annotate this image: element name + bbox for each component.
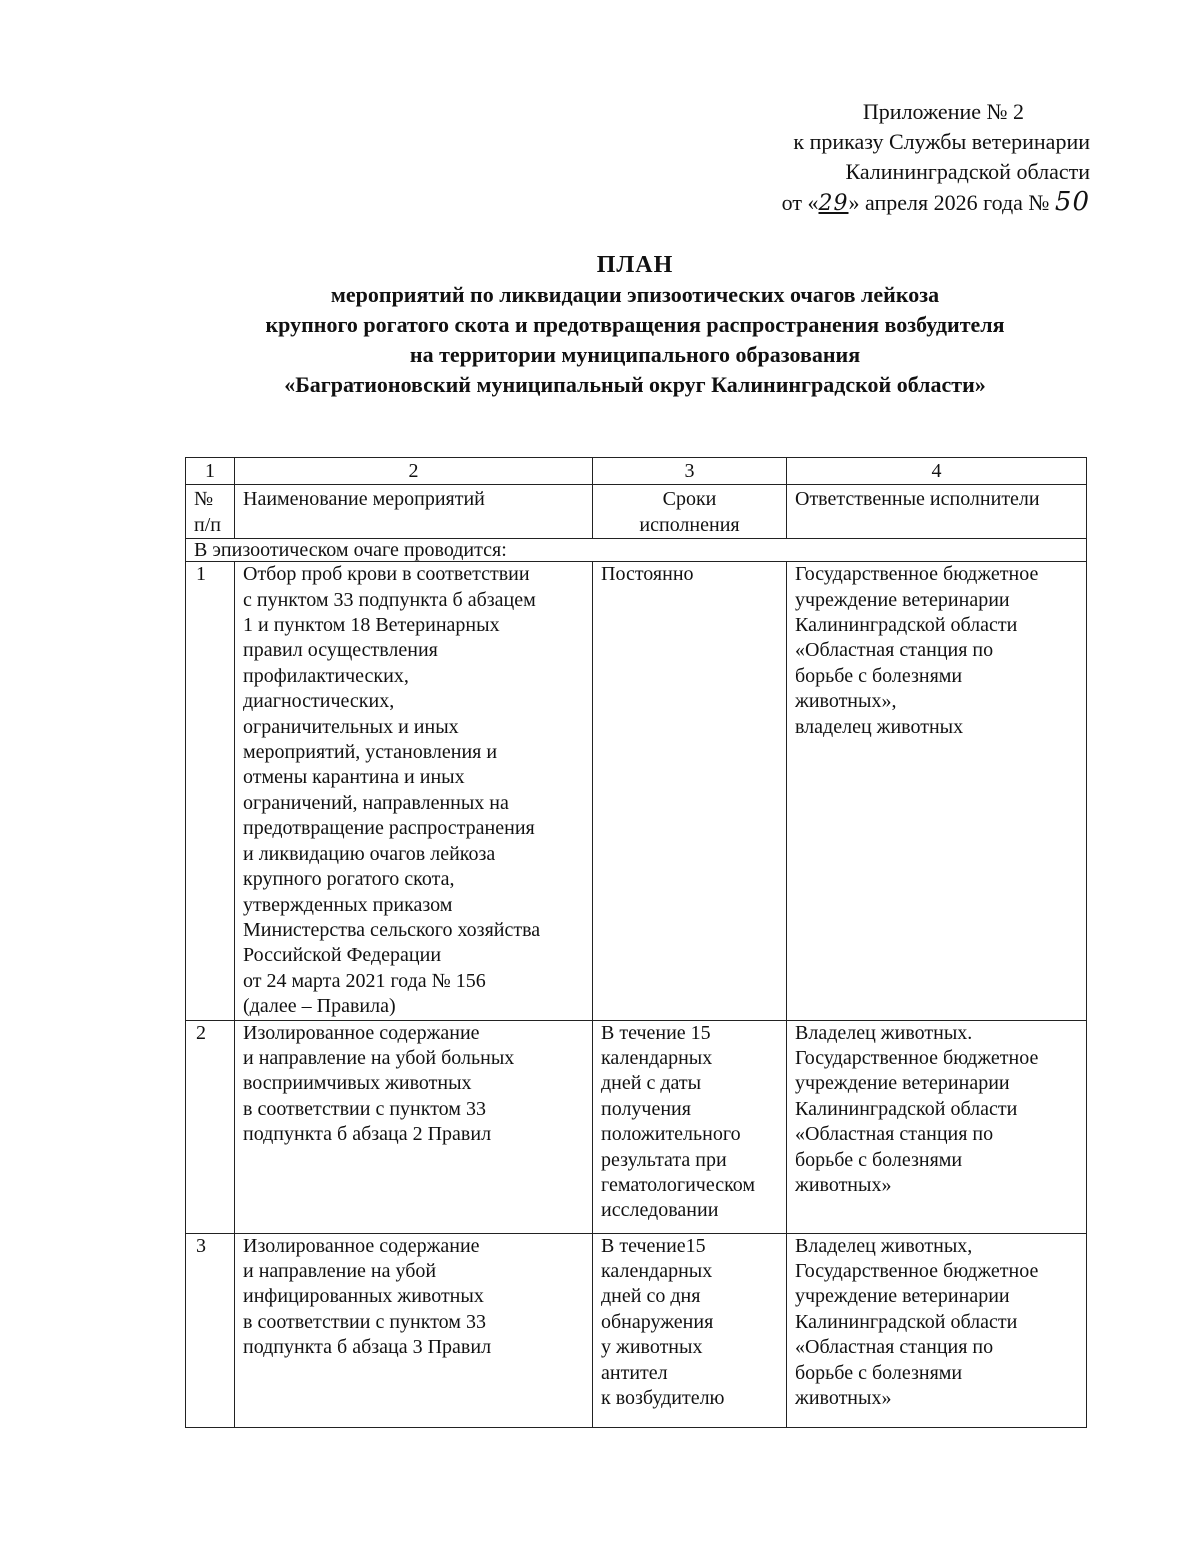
handwritten-order-number: 50 (1054, 187, 1090, 217)
row-number: 3 (186, 1233, 235, 1427)
table-header-row (186, 485, 1087, 539)
header-activity (235, 485, 593, 539)
cell-line: «Областная станция по (795, 1336, 994, 1359)
cell-line: Наименование мероприятий (243, 488, 485, 511)
cell-line: антител (601, 1361, 668, 1384)
cell-line: профилактических, (243, 664, 409, 687)
cell-line: Отбор проб крови в соответствии (243, 563, 530, 586)
document-title-block (80, 250, 1190, 400)
row-responsible (787, 1233, 1087, 1427)
cell-line: Изолированное содержание (243, 1234, 480, 1257)
cell-line: у животных (601, 1336, 703, 1359)
cell-line: владелец животных (795, 715, 964, 738)
cell-line: отмены карантина и иных (243, 766, 465, 789)
cell-line: (далее – Правила) (243, 995, 396, 1018)
row-responsible (787, 562, 1087, 1020)
header-deadline (593, 485, 787, 539)
row-deadline (593, 1233, 787, 1427)
cell-line: Ответственные исполнители (795, 488, 1040, 511)
document-subtitle (80, 280, 1190, 400)
cell-line: борьбе с болезнями (795, 664, 963, 687)
row-deadline (593, 562, 787, 1020)
section-title: В эпизоотическом очаге проводится: (186, 539, 1087, 562)
cell-line: обнаружения (601, 1310, 714, 1333)
cell-line: в соответствии с пунктом 33 (243, 1310, 486, 1333)
cell-line: подпункта б абзаца 3 Правил (243, 1336, 492, 1359)
row-activity (235, 562, 593, 1020)
cell-line: правил осуществления (243, 639, 438, 662)
column-number: 2 (235, 458, 593, 485)
cell-line: Государственное бюджетное (795, 1046, 1039, 1069)
cell-line: диагностических, (243, 690, 395, 713)
row-activity (235, 1020, 593, 1233)
cell-line: животных» (795, 1173, 892, 1196)
cell-line: крупного рогатого скота, (243, 868, 455, 891)
cell-line: исполнения (639, 513, 740, 536)
subtitle-line: «Багратионовский муниципальный округ Калининградской области» (284, 372, 986, 397)
cell-line: борьбе с болезнями (795, 1361, 963, 1384)
cell-line: Калининградской области (795, 614, 1018, 637)
appendix-date-line (660, 187, 1090, 219)
cell-line: «Областная станция по (795, 1123, 994, 1146)
column-number: 1 (186, 458, 235, 485)
subtitle-line: на территории муниципального образования (409, 342, 861, 367)
cell-line: мероприятий, установления и (243, 741, 498, 764)
column-number: 3 (593, 458, 787, 485)
cell-line: от 24 марта 2021 года № 156 (243, 969, 486, 992)
cell-line: Сроки (662, 488, 717, 511)
cell-line: календарных (601, 1259, 713, 1282)
cell-line: Государственное бюджетное (795, 1259, 1039, 1282)
cell-line: подпункта б абзаца 2 Правил (243, 1123, 492, 1146)
cell-line: восприимчивых животных (243, 1072, 472, 1095)
cell-line: Министерства сельского хозяйства (243, 918, 541, 941)
cell-line: Российской Федерации (243, 944, 442, 967)
appendix-header (660, 97, 1090, 219)
appendix-title: Приложение № 2 (862, 99, 1024, 124)
table-row (186, 1233, 1087, 1427)
cell-line: с пунктом 33 подпункта б абзацем (243, 588, 536, 611)
cell-line: к возбудителю (601, 1386, 725, 1409)
cell-line: положительного (601, 1123, 741, 1146)
cell-line: результата при (601, 1148, 727, 1171)
cell-line: В течение 15 (601, 1021, 711, 1044)
cell-line: дней с даты (601, 1072, 702, 1095)
cell-line: ограничений, направленных на (243, 791, 509, 814)
cell-line: календарных (601, 1046, 713, 1069)
cell-line: в соответствии с пунктом 33 (243, 1097, 486, 1120)
header-responsible (787, 485, 1087, 539)
cell-line: Государственное бюджетное (795, 563, 1039, 586)
cell-line: Изолированное содержание (243, 1021, 480, 1044)
cell-line: животных», (795, 690, 897, 713)
cell-line: борьбе с болезнями (795, 1148, 963, 1171)
date-middle: » апреля 2026 года № (848, 190, 1050, 215)
cell-line: «Областная станция по (795, 639, 994, 662)
cell-line: и направление на убой больных (243, 1046, 515, 1069)
cell-line: и ликвидацию очагов лейкоза (243, 842, 496, 865)
table-row (186, 1020, 1087, 1233)
cell-line: ограничительных и иных (243, 715, 459, 738)
cell-line: утвержденных приказом (243, 893, 453, 916)
cell-line: гематологическом (601, 1173, 756, 1196)
cell-line: учреждение ветеринарии (795, 1285, 1010, 1308)
row-deadline (593, 1020, 787, 1233)
cell-line: Владелец животных. (795, 1021, 973, 1044)
table-row (186, 562, 1087, 1020)
cell-line: Калининградской области (795, 1097, 1018, 1120)
row-number: 2 (186, 1020, 235, 1233)
cell-line: предотвращение распространения (243, 817, 535, 840)
cell-line: 1 и пунктом 18 Ветеринарных (243, 614, 500, 637)
section-row (186, 539, 1087, 562)
column-number: 4 (787, 458, 1087, 485)
cell-line: получения (601, 1097, 691, 1120)
cell-line: Владелец животных, (795, 1234, 973, 1257)
cell-line: инфицированных животных (243, 1285, 484, 1308)
cell-line: учреждение ветеринарии (795, 588, 1010, 611)
cell-line: исследовании (601, 1199, 719, 1222)
cell-line: В течение15 (601, 1234, 706, 1257)
cell-line: дней со дня (601, 1285, 701, 1308)
row-activity (235, 1233, 593, 1427)
cell-line: п/п (194, 513, 221, 536)
appendix-order-ref: к приказу Службы ветеринарии (793, 129, 1090, 154)
appendix-region: Калининградской области (845, 159, 1090, 184)
cell-line: учреждение ветеринарии (795, 1072, 1010, 1095)
row-number: 1 (186, 562, 235, 1020)
subtitle-line: мероприятий по ликвидации эпизоотических очагов лейкоза (330, 282, 940, 307)
row-responsible (787, 1020, 1087, 1233)
date-prefix: от « (781, 190, 819, 215)
cell-line: и направление на убой (243, 1259, 437, 1282)
cell-line: животных» (795, 1386, 892, 1409)
document-title: ПЛАН (596, 252, 674, 278)
subtitle-line: крупного рогатого скота и предотвращения распространения возбудителя (265, 312, 1005, 337)
cell-line: Калининградской области (795, 1310, 1018, 1333)
header-number (186, 485, 235, 539)
cell-line: № (194, 488, 214, 511)
plan-table (185, 457, 1087, 1428)
cell-line: Постоянно (601, 563, 694, 586)
handwritten-day: 29 (818, 191, 849, 216)
column-number-row (186, 458, 1087, 485)
